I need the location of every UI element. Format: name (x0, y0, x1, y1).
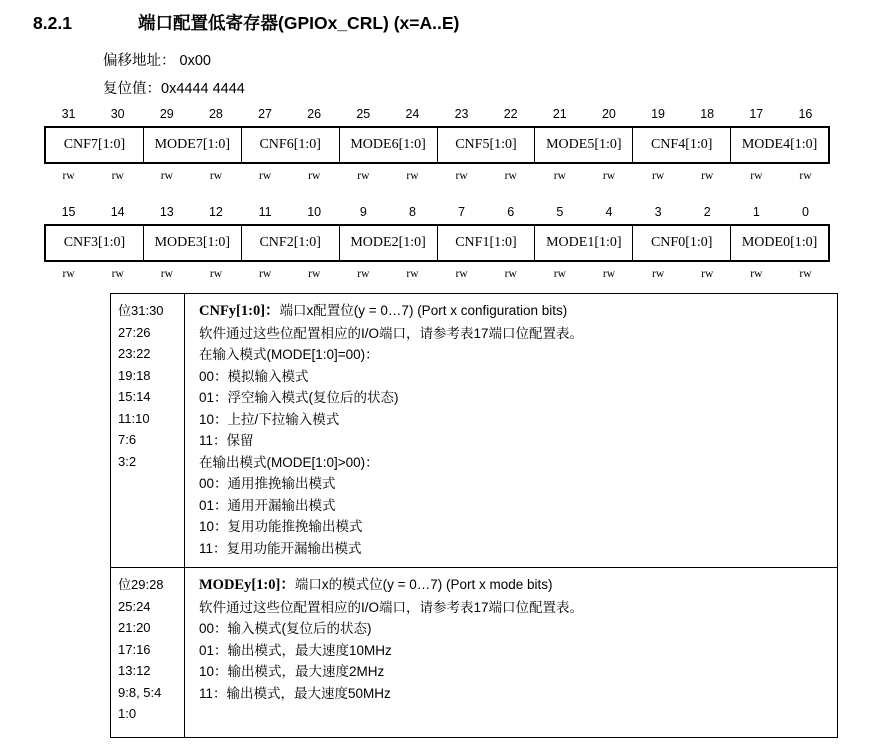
bit-number: 18 (700, 107, 715, 121)
bit-field: MODE5[1:0] (535, 128, 633, 162)
bit-description-table (110, 293, 838, 738)
bit-number: 7 (458, 205, 466, 219)
bit-field: MODE1[1:0] (535, 226, 633, 260)
description-line: 11：复用功能开漏输出模式 (199, 540, 362, 556)
access-label: rw (308, 268, 321, 280)
access-label: rw (258, 170, 272, 182)
bit-range: 11:10 (118, 410, 150, 426)
description-line: 11：保留 (199, 433, 254, 448)
access-label: rw (406, 170, 419, 182)
access-label: rw (701, 170, 714, 182)
bit-number: 5 (556, 205, 564, 219)
bit-range: 17:16 (118, 641, 151, 657)
field-name: CNFy[1:0]： (199, 303, 280, 319)
bit-field: MODE3[1:0] (144, 226, 242, 260)
bit-range: 27:26 (118, 324, 151, 340)
bit-number: 21 (552, 107, 567, 121)
description-line: 10：复用功能推挽输出模式 (199, 519, 363, 534)
section-number: 8.2.1 (33, 13, 72, 33)
bit-number: 0 (801, 205, 809, 219)
bit-number: 29 (159, 107, 174, 121)
access-label: rw (357, 170, 370, 182)
access-label: rw (357, 268, 370, 280)
bit-field-row-low (44, 224, 830, 262)
access-label: rw (701, 268, 714, 280)
access-label: rw (62, 268, 75, 280)
field-title-text: 端口x的模式位(y = 0…7) (Port x mode bits) (294, 577, 553, 592)
bit-field: MODE0[1:0] (741, 235, 818, 250)
bit-number-row-low (44, 203, 830, 221)
section-heading (33, 10, 459, 35)
bit-range: 1:0 (118, 706, 137, 721)
access-label: rw (62, 170, 75, 182)
bit-number: 24 (405, 107, 420, 121)
access-label: rw (455, 268, 468, 280)
bit-number: 13 (159, 205, 174, 219)
bit-number: 22 (503, 107, 518, 121)
bit-range: 7:6 (118, 432, 137, 447)
bit-field: MODE4[1:0] (741, 137, 818, 152)
bit-range: 25:24 (118, 598, 151, 614)
access-label: rw (504, 170, 517, 182)
access-label: rw (602, 268, 615, 280)
bit-field: CNF2[1:0] (242, 226, 340, 260)
bit-number: 15 (61, 205, 76, 219)
access-label: rw (799, 170, 812, 182)
bit-number: 30 (110, 107, 125, 121)
bit-range: 19:18 (118, 367, 151, 383)
bit-field: MODE7[1:0] (144, 128, 242, 162)
bit-field: CNF5[1:0] (438, 128, 536, 162)
bit-range-cell (111, 568, 185, 737)
offset-address-label: 偏移地址： 0x00 (103, 53, 211, 69)
bit-description-cell (185, 294, 837, 567)
register-map-high (44, 105, 830, 184)
bit-range-cell (111, 294, 185, 567)
bit-number: 10 (307, 205, 322, 219)
bit-range: 3:2 (118, 453, 137, 469)
access-label: rw (308, 170, 321, 182)
access-label: rw (111, 268, 124, 280)
bit-range: 位31:30 (118, 303, 164, 318)
bit-number: 31 (61, 107, 76, 121)
bit-field: MODE2[1:0] (340, 226, 438, 260)
field-title-text: 端口x配置位(y = 0…7) (Port x configuration bits) (279, 303, 568, 318)
bit-range: 15:14 (118, 389, 151, 404)
table-row (111, 294, 837, 568)
bit-range: 位29:28 (118, 577, 164, 592)
access-label: rw (602, 170, 615, 182)
register-map-low (44, 203, 830, 282)
access-row-low (44, 266, 830, 282)
access-row-high (44, 168, 830, 184)
bit-number: 2 (703, 205, 711, 219)
bit-range: 13:12 (118, 663, 151, 678)
description-line: 在输入模式(MODE[1:0]=00)： (199, 347, 379, 362)
bit-number: 14 (110, 205, 125, 219)
access-label: rw (160, 170, 173, 182)
access-label: rw (553, 170, 566, 182)
access-label: rw (651, 268, 665, 280)
description-line: 01：浮空输入模式(复位后的状态) (199, 390, 399, 405)
access-label: rw (111, 170, 124, 182)
bit-number: 4 (605, 205, 613, 219)
bit-number: 6 (507, 205, 515, 219)
access-label: rw (750, 170, 763, 182)
description-line: 00：通用推挽输出模式 (199, 476, 336, 491)
bit-description-cell (185, 568, 837, 737)
description-line: 00：输入模式(复位后的状态) (199, 621, 372, 636)
table-row (111, 568, 837, 737)
bit-field: CNF1[1:0] (438, 226, 536, 260)
access-label: rw (504, 268, 517, 280)
bit-number: 19 (651, 107, 666, 121)
bit-field: CNF4[1:0] (633, 128, 731, 162)
bit-number: 26 (307, 107, 322, 121)
access-label: rw (799, 268, 812, 280)
description-line: 软件通过这些位配置相应的I/O端口，请参考表17端口位配置表。 (199, 599, 584, 615)
bit-range: 9:8, 5:4 (118, 684, 162, 700)
bit-number: 25 (356, 107, 371, 121)
bit-range: 21:20 (118, 620, 151, 635)
description-line: 10：输出模式，最大速度2MHz (199, 664, 385, 679)
bit-number: 11 (258, 205, 272, 219)
bit-number-row-high (44, 105, 830, 123)
bit-number: 1 (752, 205, 760, 219)
bit-number: 3 (654, 205, 662, 219)
bit-number: 12 (208, 205, 223, 219)
bit-field: CNF3[1:0] (46, 226, 144, 260)
field-title (199, 574, 829, 597)
access-label: rw (209, 268, 222, 280)
description-line: 01：通用开漏输出模式 (199, 497, 336, 513)
field-name: MODEy[1:0]： (199, 577, 295, 593)
bit-number: 23 (454, 107, 469, 121)
description-line: 01：输出模式，最大速度10MHz (199, 642, 392, 658)
page-title: 端口配置低寄存器(GPIOx_CRL) (x=A..E) (138, 13, 460, 33)
bit-number: 28 (208, 107, 223, 121)
reset-value-label: 复位值：0x4444 4444 (103, 81, 245, 97)
description-line: 软件通过这些位配置相应的I/O端口，请参考表17端口位配置表。 (199, 325, 584, 341)
bit-number: 16 (798, 107, 813, 121)
description-line: 00：模拟输入模式 (199, 368, 309, 384)
bit-field: CNF7[1:0] (46, 128, 144, 162)
bit-field: MODE6[1:0] (340, 128, 438, 162)
description-line: 10：上拉/下拉输入模式 (199, 411, 340, 427)
bit-field: CNF6[1:0] (242, 128, 340, 162)
bit-number: 9 (359, 205, 367, 219)
bit-number: 20 (601, 107, 616, 121)
access-label: rw (651, 170, 665, 182)
access-label: rw (455, 170, 468, 182)
access-label: rw (553, 268, 566, 280)
description-line: 在输出模式(MODE[1:0]>00)： (199, 454, 379, 470)
access-label: rw (750, 268, 763, 280)
access-label: rw (406, 268, 419, 280)
bit-number: 27 (258, 107, 273, 121)
access-label: rw (160, 268, 173, 280)
bit-number: 8 (408, 205, 416, 219)
bit-field: CNF0[1:0] (633, 226, 731, 260)
description-line: 11：输出模式，最大速度50MHz (199, 685, 391, 701)
bit-range: 23:22 (118, 346, 151, 361)
bit-number: 17 (749, 107, 764, 121)
access-label: rw (209, 170, 222, 182)
bit-field-row-high (44, 126, 830, 164)
access-label: rw (258, 268, 272, 280)
field-title (199, 300, 829, 323)
